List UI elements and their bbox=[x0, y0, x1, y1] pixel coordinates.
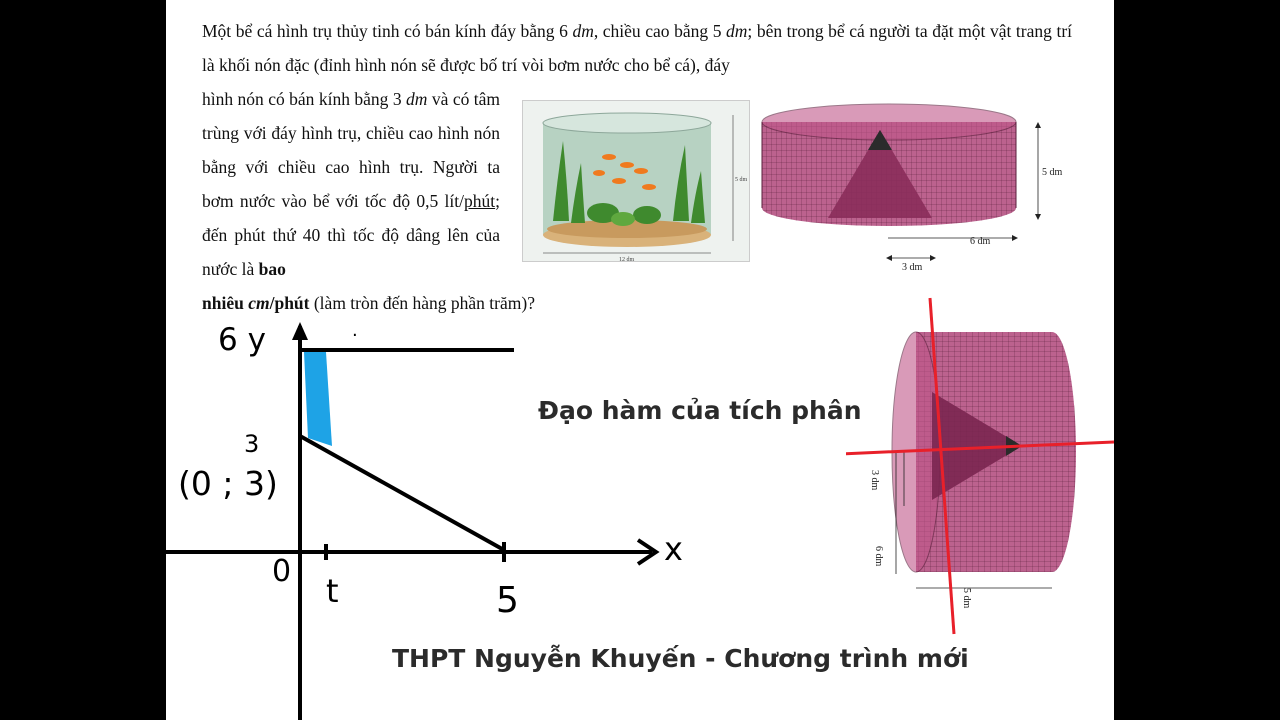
cone-slant-line bbox=[300, 436, 504, 550]
cylinder-radius-label: 6 dm bbox=[970, 236, 991, 247]
cone-radius-label: 3 dm bbox=[902, 262, 923, 273]
cylinder-figure bbox=[756, 96, 1076, 280]
t-label: t bbox=[326, 572, 339, 610]
fish-tank-photo bbox=[522, 100, 750, 262]
problem-text-left: hình nón có bán kính bằng 3 dm và có tâm trùng với đáy hình trụ, chiều cao hình nón bằng với chiều cao hình trụ. Người ta bơm nước vào bể với tốc độ 0,5 lít/phút; đến phút thứ 40 thì tốc độ dâng lên của nước là bao bbox=[202, 89, 501, 279]
worksheet-page bbox=[166, 0, 1114, 720]
bottom-label-rotated: 5 dm bbox=[961, 588, 972, 609]
cylinder-height-label: 5 dm bbox=[1042, 167, 1063, 178]
stray-dot: . bbox=[352, 320, 358, 341]
problem-text-bottom: nhiêu cm/phút (làm tròn đến hàng phần trăm)? bbox=[202, 293, 535, 313]
photo-side-label: 5 dm bbox=[735, 177, 748, 183]
school-footer: THPT Nguyễn Khuyến - Chương trình mới bbox=[392, 644, 969, 673]
height-label-rotated: 6 dm bbox=[873, 546, 884, 567]
x-axis-label: x bbox=[664, 530, 683, 568]
cone-label-rotated: 3 dm bbox=[869, 470, 880, 491]
origin-label: 0 bbox=[272, 554, 292, 589]
video-topic-title: Đạo hàm của tích phân bbox=[538, 396, 862, 425]
point-label: (0 ; 3) bbox=[178, 464, 278, 503]
photo-bottom-label: 12 dm bbox=[619, 257, 635, 262]
five-label: 5 bbox=[496, 580, 519, 621]
problem-text-top: Một bể cá hình trụ thủy tinh có bán kính đáy bằng 6 dm, chiều cao bằng 5 dm; bên trong bể cá người ta đặt một vật trang trí là khối nón đặc (đỉnh hình nón sẽ được bố trí vòi bơm nước cho bể cá), đáy bbox=[202, 21, 1073, 75]
shaded-region bbox=[304, 352, 332, 446]
rotated-cylinder-figure bbox=[846, 296, 1114, 640]
y-axis-label: 6 y bbox=[218, 322, 266, 358]
three-label: 3 bbox=[244, 430, 260, 458]
